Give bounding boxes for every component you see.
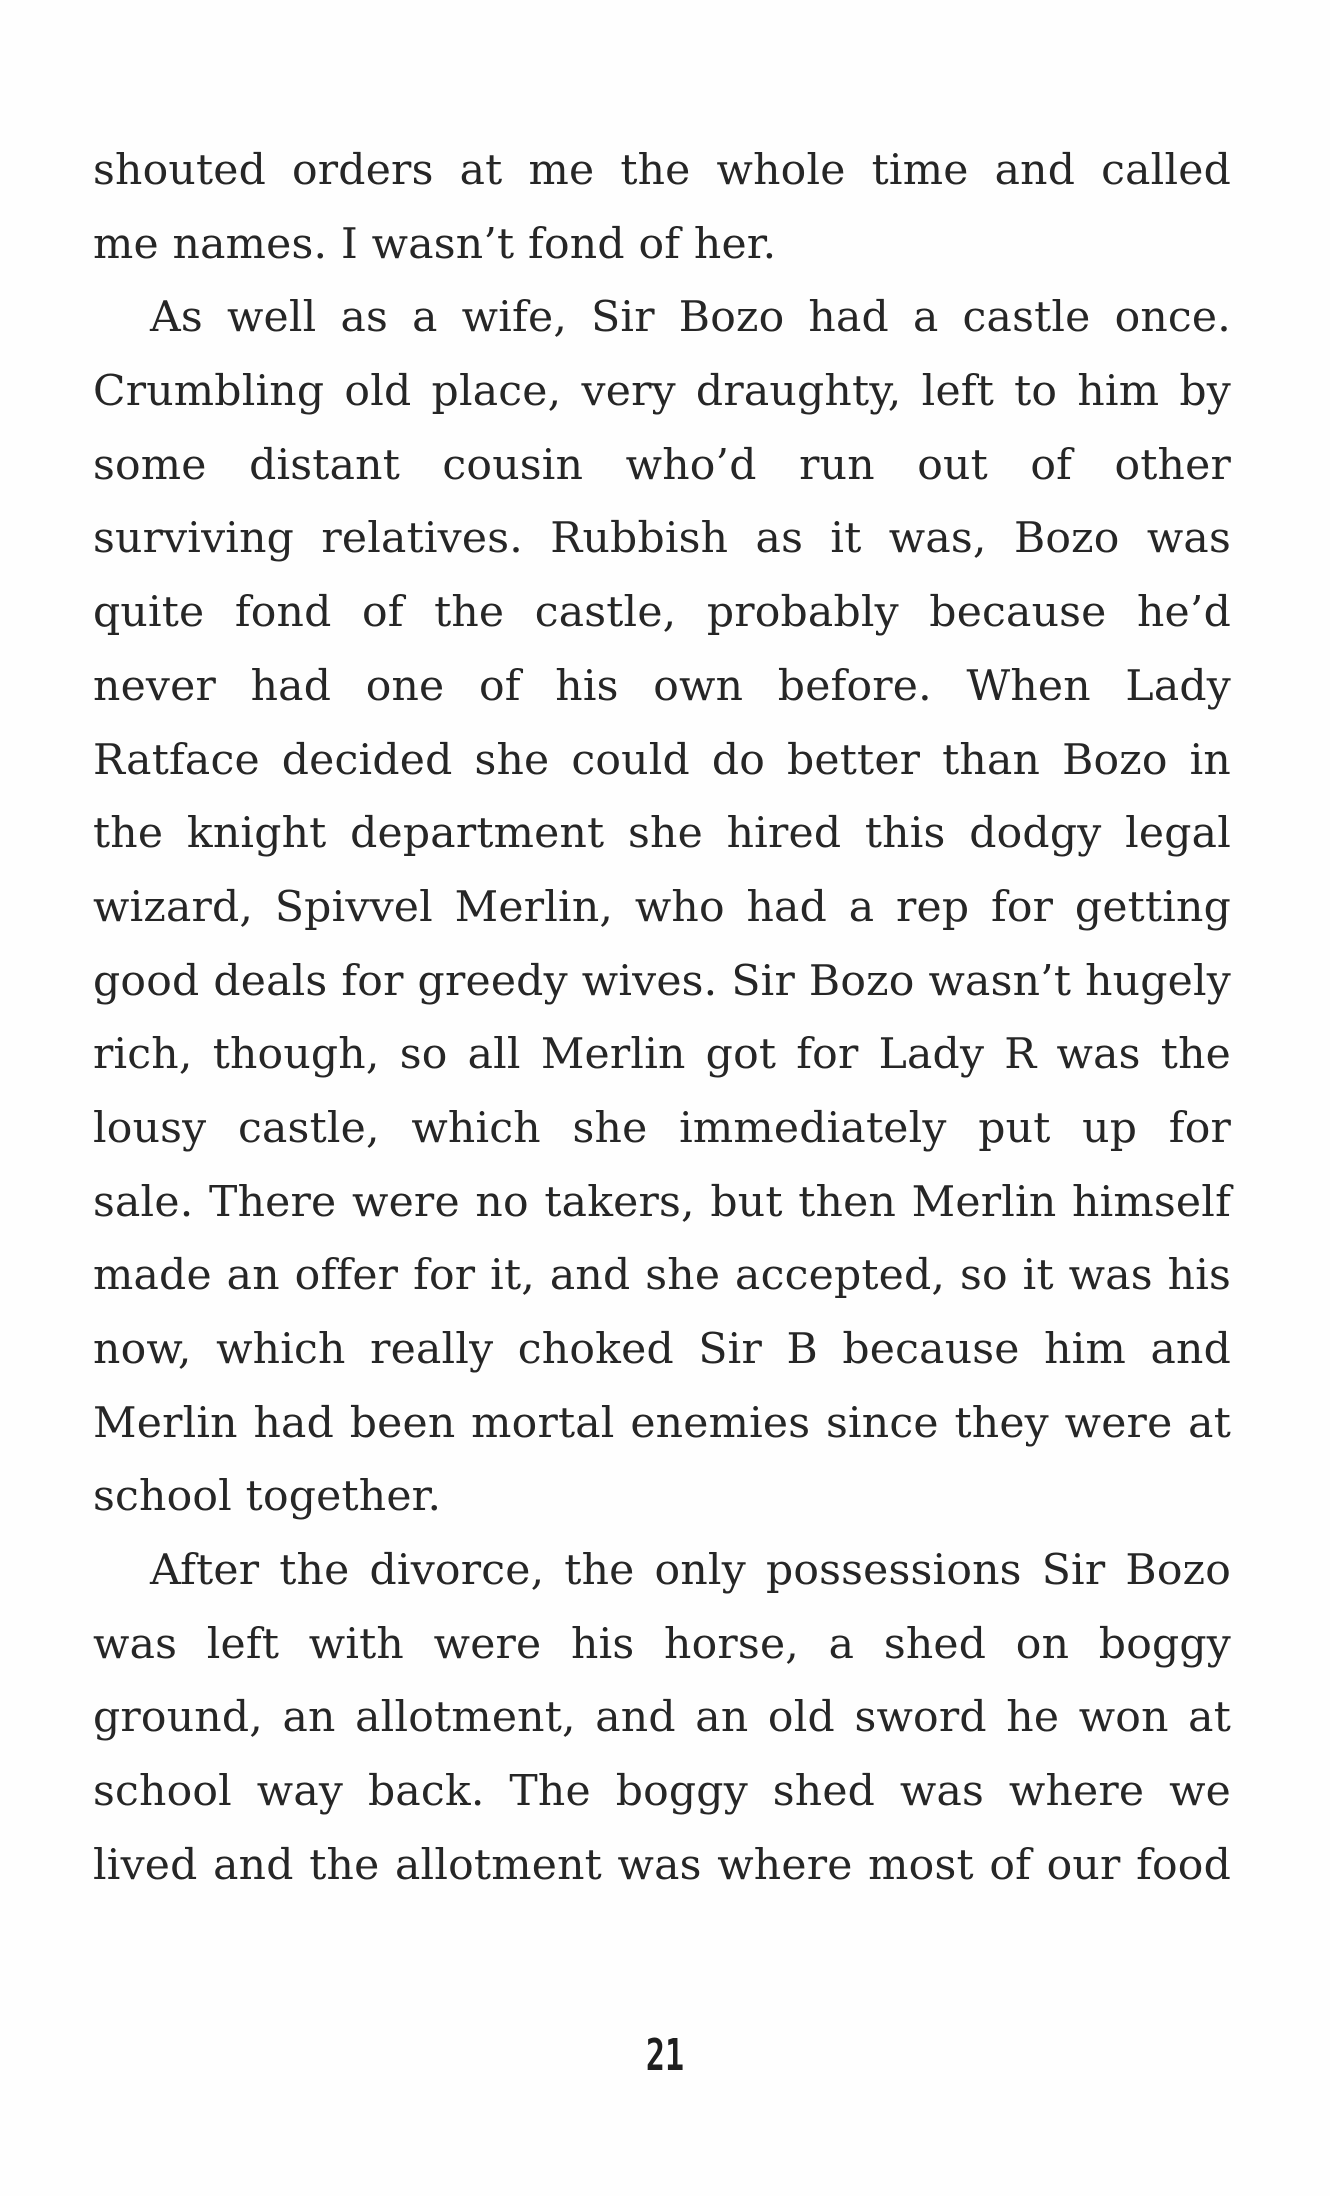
text-line: Ratface decided she could do better than Bozo in: [93, 735, 1231, 785]
text-line: now, which really choked Sir B because him and: [93, 1325, 1231, 1374]
paragraph-3: [93, 1534, 1231, 1902]
text-line: rich, though, so all Merlin got for Lady R was the: [93, 1030, 1231, 1080]
text-line: lousy castle, which she immediately put up for: [93, 1103, 1231, 1153]
text-line: school together.: [93, 1472, 442, 1522]
text-line: some distant cousin who’d run out of other: [93, 440, 1231, 490]
text-line: good deals for greedy wives. Sir Bozo wasn’t hugely: [93, 956, 1231, 1006]
text-line: ground, an allotment, and an old sword he won at: [93, 1693, 1231, 1743]
text-line: shouted orders at me the whole time and called: [93, 146, 1231, 195]
text-line: was left with were his horse, a shed on boggy: [93, 1619, 1231, 1669]
paragraph-2: [93, 281, 1231, 1534]
text-line: wizard, Spivvel Merlin, who had a rep for getting: [93, 882, 1231, 932]
text-line: sale. There were no takers, but then Merlin himself: [93, 1177, 1231, 1227]
text-line: me names. I wasn’t fond of her.: [93, 219, 777, 269]
paragraph-1: [93, 134, 1231, 281]
body-text: [93, 134, 1231, 1903]
text-line: lived and the allotment was where most of our food: [93, 1840, 1231, 1890]
text-line: made an offer for it, and she accepted, so it was his: [93, 1251, 1231, 1301]
text-line: quite fond of the castle, probably because he’d: [93, 588, 1231, 638]
text-line: Crumbling old place, very draughty, left to him by: [93, 367, 1231, 417]
text-line: After the divorce, the only possessions Sir Bozo: [150, 1546, 1231, 1596]
text-line: school way back. The boggy shed was where we: [93, 1767, 1231, 1817]
text-line: As well as a wife, Sir Bozo had a castle once.: [150, 293, 1231, 343]
text-line: never had one of his own before. When Lady: [93, 661, 1231, 711]
text-line: the knight department she hired this dodgy legal: [93, 809, 1231, 859]
text-line: Merlin had been mortal enemies since they were at: [93, 1398, 1231, 1448]
text-line: surviving relatives. Rubbish as it was, Bozo was: [93, 514, 1231, 564]
page-number: 21: [645, 2030, 685, 2081]
